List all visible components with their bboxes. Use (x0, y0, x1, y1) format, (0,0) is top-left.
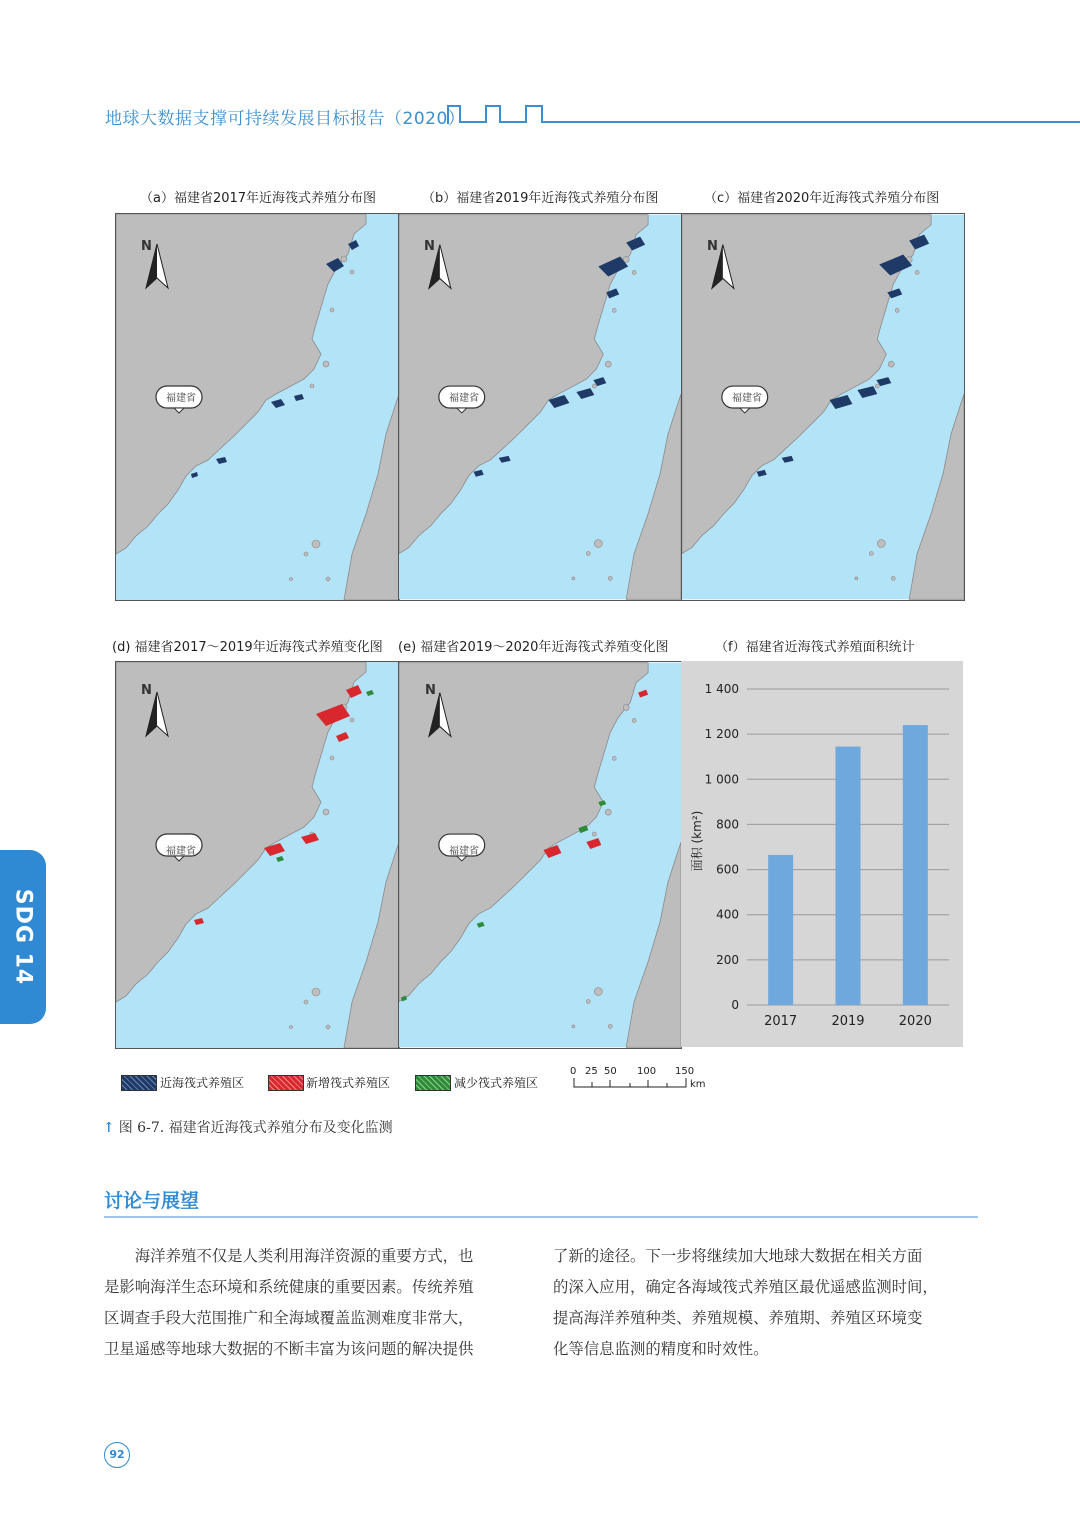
map-a-svg (116, 214, 399, 600)
scale-tick-25: 25 (585, 1066, 598, 1077)
province-label-c: 福建省 (732, 393, 762, 404)
body-line: 海洋养殖不仅是人类利用海洋资源的重要方式，也 (104, 1247, 474, 1265)
province-label-d: 福建省 (166, 846, 196, 857)
body-line: 化等信息监测的精度和时效性。 (553, 1340, 769, 1358)
north-label-a: N (141, 239, 152, 254)
panel-e-title: (e) 福建省2019～2020年近海筏式养殖变化图 (398, 640, 669, 655)
area-bar-chart-svg (681, 661, 963, 1047)
chart-bar-2019 (836, 747, 861, 1005)
body-line: 卫星遥感等地球大数据的不断丰富为该问题的解决提供 (104, 1340, 474, 1358)
panel-c-title: （c）福建省2020年近海筏式养殖分布图 (704, 191, 940, 206)
sdg-side-tab-label: SDG 14 (10, 888, 36, 986)
north-label-b: N (424, 239, 435, 254)
north-label-e: N (425, 683, 436, 698)
section-divider (104, 1216, 978, 1218)
chart-x-tick-label: 2020 (898, 1014, 932, 1029)
body-line: 是影响海洋生态环境和系统健康的重要因素。传统养殖 (104, 1278, 474, 1296)
body-line: 提高海洋养殖种类、养殖规模、养殖期、养殖区环境变 (553, 1309, 923, 1327)
legend-label-existing: 近海筏式养殖区 (160, 1076, 245, 1090)
body-left-column (104, 1241, 530, 1365)
chart-y-tick-label: 1 000 (704, 772, 739, 787)
body-line: 区调查手段大范围推广和全海域覆盖监测难度非常大， (104, 1309, 474, 1327)
chart-y-tick-label: 1 400 (704, 682, 739, 696)
chart-y-axis-label: 面积 (km²) (690, 810, 704, 872)
area-bar-chart (681, 661, 963, 1047)
chart-bar-2017 (768, 855, 793, 1005)
legend-swatch-reduced (415, 1075, 451, 1091)
north-label-d: N (141, 683, 152, 698)
province-label-e: 福建省 (449, 846, 479, 857)
legend-label-new: 新增筏式养殖区 (306, 1076, 391, 1090)
chart-y-tick-label: 800 (716, 817, 739, 832)
legend-label-reduced: 减少筏式养殖区 (454, 1076, 539, 1090)
section-title: 讨论与展望 (104, 1190, 200, 1212)
map-panel-a (115, 213, 400, 601)
header-decoration-line (446, 100, 1080, 126)
map-panel-c (681, 213, 965, 601)
panel-f-title: （f）福建省近海筏式养殖面积统计 (715, 640, 915, 655)
north-label-c: N (707, 239, 718, 254)
chart-y-tick-label: 600 (716, 862, 739, 877)
province-label-b: 福建省 (449, 393, 479, 404)
map-c-svg (682, 214, 964, 600)
chart-bar-2020 (903, 725, 928, 1005)
province-label-a: 福建省 (166, 393, 196, 404)
sdg-side-tab (0, 850, 46, 1024)
running-header-title: 地球大数据支撑可持续发展目标报告（2020） (105, 109, 466, 129)
chart-y-tick-label: 1 200 (704, 727, 739, 742)
scale-tick-50: 50 (604, 1066, 617, 1077)
scale-tick-100: 100 (637, 1066, 657, 1077)
chart-y-tick-label: 200 (716, 952, 739, 967)
body-line: 的深入应用，确定各海域筏式养殖区最优遥感监测时间， (553, 1278, 938, 1296)
scale-bar (570, 1076, 690, 1090)
panel-b-title: （b）福建省2019年近海筏式养殖分布图 (422, 191, 659, 206)
caption-arrow-icon: ↑ (103, 1120, 115, 1136)
panel-d-title: (d) 福建省2017～2019年近海筏式养殖变化图 (112, 640, 383, 655)
scale-unit: km (690, 1079, 706, 1090)
scale-tick-150: 150 (675, 1066, 695, 1077)
chart-x-tick-label: 2017 (764, 1014, 798, 1029)
caption-text: 图 6-7. 福建省近海筏式养殖分布及变化监测 (118, 1120, 393, 1136)
body-line: 了新的途径。下一步将继续加大地球大数据在相关方面 (553, 1247, 923, 1265)
page-number: 92 (104, 1442, 130, 1468)
chart-y-tick-label: 400 (716, 907, 739, 922)
chart-y-tick-label: 0 (731, 998, 739, 1012)
legend-swatch-new (268, 1075, 304, 1091)
map-b-svg (399, 214, 681, 600)
panel-a-title: （a）福建省2017年近海筏式养殖分布图 (140, 191, 377, 206)
scale-tick-0: 0 (570, 1066, 577, 1077)
map-panel-b (398, 213, 682, 601)
figure-caption (103, 1117, 393, 1137)
body-right-column (553, 1241, 979, 1365)
legend-swatch-existing (121, 1075, 157, 1091)
chart-x-tick-label: 2019 (831, 1014, 865, 1029)
